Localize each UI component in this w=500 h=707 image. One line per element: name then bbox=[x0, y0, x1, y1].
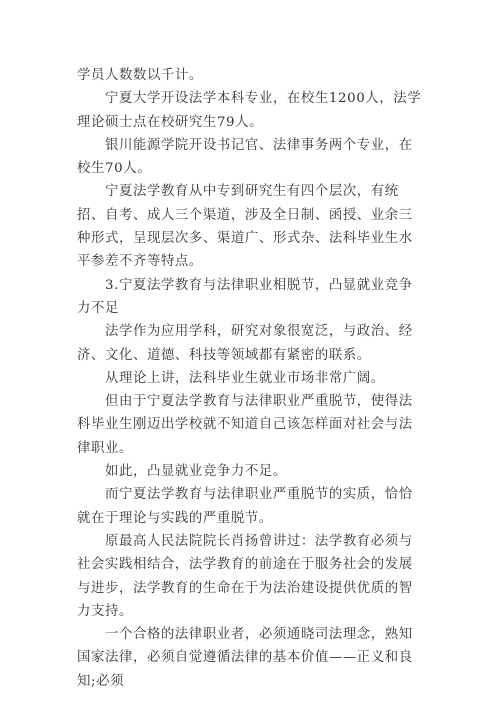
paragraph-quote-xiao-yang: 原最高人民法院院长肖扬曾讲过：法学教育必须与社会实践相结合，法学教育的前途在于服务社会的发展与进步，法学教育的生命在于为法治建设提供优质的智力支持。 bbox=[77, 533, 413, 619]
paragraph-qualified-practitioner: 一个合格的法律职业者，必须通晓司法理念，熟知国家法律，必须自觉遵循法律的基本价值——正义和良知;必须 bbox=[77, 627, 413, 689]
document-body bbox=[77, 64, 425, 693]
paragraph-disconnect: 但由于宁夏法学教育与法律职业严重脱节，使得法科毕业生刚迈出学校就不知道自己该怎样面对社会与法律职业。 bbox=[77, 394, 413, 456]
paragraph-applied-discipline: 法学作为应用学科，研究对象很宽泛，与政治、经济、文化、道德、科技等领域都有紧密的联系。 bbox=[77, 324, 413, 363]
paragraph-yinchuan-energy-college: 银川能源学院开设书记官、法律事务两个专业，在校生70人。 bbox=[77, 137, 413, 177]
paragraph-education-levels: 宁夏法学教育从中专到研究生有四个层次，有统招、自考、成人三个渠道，涉及全日制、函授、业余三种形式，呈现层次多、渠道广、形式杂、法科毕业生水平参差不齐等特点。 bbox=[77, 184, 413, 270]
paragraph-competitiveness: 如此，凸显就业竞争力不足。 bbox=[77, 464, 287, 480]
paragraph-essence: 而宁夏法学教育与法律职业严重脱节的实质，恰恰就在于理论与实践的严重脱节。 bbox=[77, 487, 413, 526]
paragraph-ningxia-university: 宁夏大学开设法学本科专业，在校生1200人，法学理论硕士点在校研究生79人。 bbox=[77, 91, 422, 130]
paragraph-student-count: 学员人数数以千计。 bbox=[77, 68, 203, 83]
paragraph-employment-market: 从理论上讲，法科毕业生就业市场非常广阔。 bbox=[77, 370, 385, 386]
section-heading-3: 3.宁夏法学教育与法律职业相脱节，凸显就业竞争力不足 bbox=[77, 277, 413, 316]
